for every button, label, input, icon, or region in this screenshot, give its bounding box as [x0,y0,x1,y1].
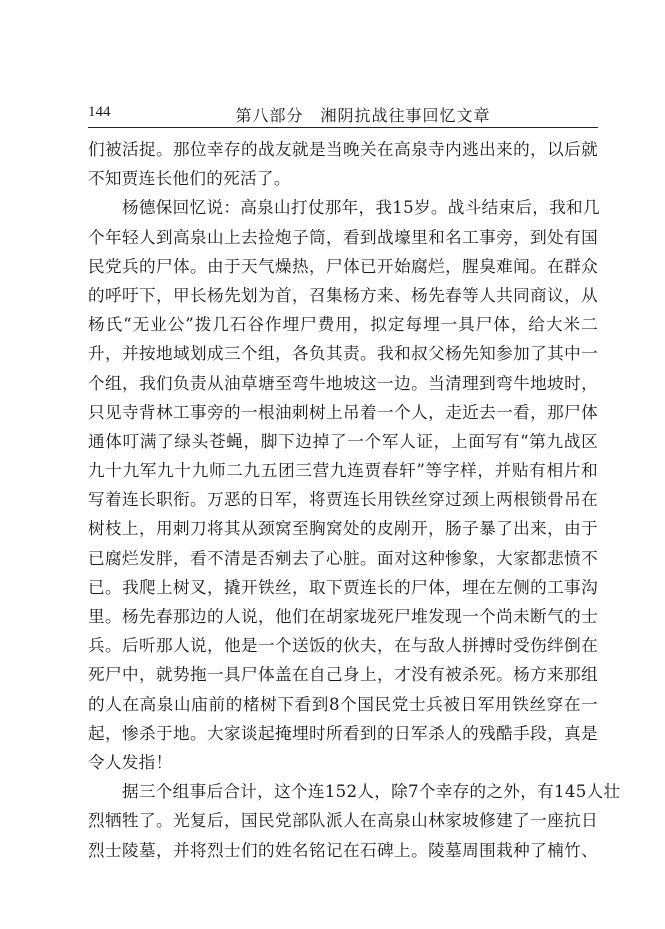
text-line: 九十九军九十九师二九五团三营九连贾春轩”等字样，并贴有相片和 [88,461,598,481]
text-line: 的呼吁下，甲长杨先划为首，召集杨方来、杨先春等人共同商议，从 [88,285,598,305]
text-line: 已腐烂发胖，看不清是否剜去了心脏。面对这种惨象，大家都悲愤不 [88,548,598,568]
text-line: 个组，我们负责从油草塘至弯牛地坡这一边。当清理到弯牛地坡时， [88,373,598,393]
text-line: 写着连长职衔。万恶的日军，将贾连长用铁丝穿过颈上两根锁骨吊在 [88,490,598,510]
text-line: 的人在高泉山庙前的楮树下看到8个国民党士兵被日军用铁丝穿在一 [88,694,598,714]
text-line: 烈士陵墓，并将烈士们的姓名铭记在石碑上。陵墓周围栽种了楠竹、 [88,840,598,860]
text-line: 们被活捉。那位幸存的战友就是当晚关在高泉寺内逃出来的，以后就 [88,140,598,159]
body-text [88,135,621,865]
text-line: 个年轻人到高泉山上去捡炮子筒，看到战壕里和名工事旁，到处有国 [88,227,598,247]
text-line: 烈牺牲了。光复后，国民党部队派人在高泉山林家坡修建了一座抗日 [88,811,598,831]
text-line: 据三个组事后合计，这个连152人，除7个幸存的之外，有145人壮 [122,782,621,802]
text-line: 民党兵的尸体。由于天气燥热，尸体已开始腐烂，腥臭难闻。在群众 [88,256,598,276]
running-head: 第八部分 湘阴抗战往事回忆文章 [235,106,491,125]
text-line: 起，惨杀于地。大家谈起掩埋时所看到的日军杀人的残酷手段，真是 [88,723,598,743]
text-line: 已。我爬上树叉，撬开铁丝，取下贾连长的尸体，埋在左侧的工事沟 [88,577,598,597]
text-line: 杨氏“无业公”拨几石谷作埋尸费用，拟定每埋一具尸体，给大米二 [88,315,598,335]
text-line: 升，并按地域划成三个组，各负其责。我和叔父杨先知参加了其中一 [88,344,598,364]
header-rule [88,127,598,128]
text-line: 令人发指！ [88,752,173,772]
page-header [88,100,598,128]
page-number: 144 [88,104,111,120]
text-line: 只见寺背林工事旁的一根油刺树上吊着一个人，走近去一看，那尸体 [88,402,598,422]
text-line: 不知贾连长他们的死活了。 [88,169,291,189]
text-line: 杨德保回忆说：高泉山打仗那年，我15岁。战斗结束后，我和几 [122,198,600,218]
text-line: 通体叮满了绿头苍蝇，脚下边掉了一个军人证，上面写有“第九战区 [88,431,598,451]
text-line: 兵。后听那人说，他是一个送饭的伙夫，在与敌人拼搏时受伤绊倒在 [88,636,598,656]
text-line: 里。杨先春那边的人说，他们在胡家垅死尸堆发现一个尚未断气的士 [88,607,598,626]
text-line: 死尸中，就势拖一具尸体盖在自己身上，才没有被杀死。杨方来那组 [88,665,598,685]
text-line: 树枝上，用刺刀将其从颈窝至胸窝处的皮剐开，肠子暴了出来，由于 [88,519,598,539]
